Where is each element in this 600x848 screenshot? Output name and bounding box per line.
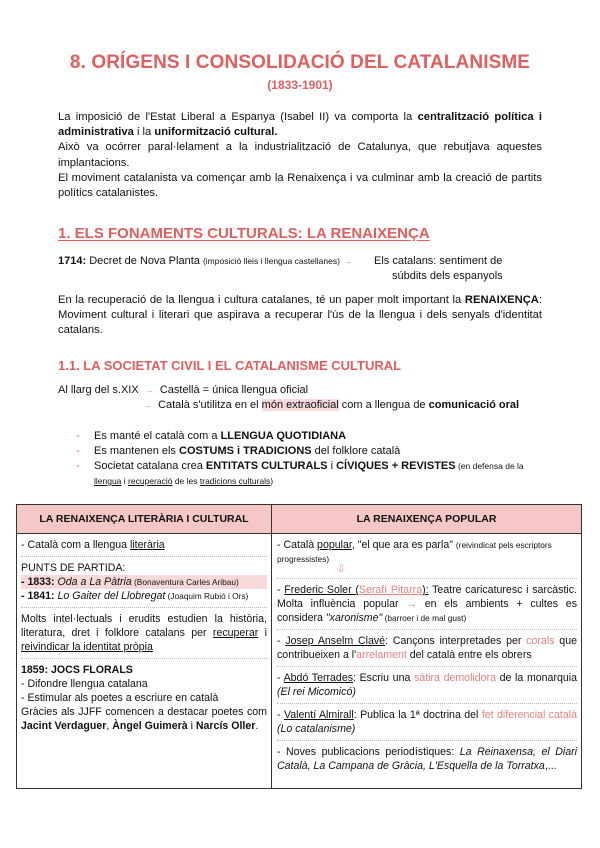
intro-paragraph-2: Això va ocórrer paral·lelament a la industrialització de Catalunya, que rebutjava aquestes implantacions.	[58, 141, 542, 169]
renaixenca-comparison-table	[16, 504, 582, 789]
arrow-icon: →	[143, 400, 152, 410]
list-item: PUNTS DE PARTIDA: - 1833: Oda a La Pàtria (Bonaventura Carles Aribau) - 1841: Lo Gaiter del Llobregat (Joaquim Rubió i Ors)	[21, 557, 267, 608]
renaixenca-paragraph: En la recuperació de la llengua i cultura catalanes, té un paper molt important la RENAIXENÇA: Moviment cultural i literari que aspirava a recuperar l'ús de la llengua i dels senyals d'identitat catalans.	[58, 294, 542, 337]
arrow-icon: →	[406, 598, 417, 610]
arrow-icon: →	[343, 256, 353, 266]
table-divider	[271, 505, 272, 788]
section-1-1-heading: 1.1. LA SOCIETAT CIVIL I EL CATALANISME CULTURAL	[58, 358, 402, 373]
list-item: - Josep Anselm Clavé: Cançons interpretades per corals que contribueixen a l'arrelament del català entre els obrers	[277, 630, 577, 667]
table-cell-popular	[277, 534, 577, 777]
list-item: Molts intel·lectuals i erudits estudien la història, literatura, dret i folklore catalans per recuperar i reivindicar la identitat pròpia	[21, 608, 267, 659]
page-subtitle-years: (1833-1901)	[267, 78, 333, 92]
page-title: 8. ORÍGENS I CONSOLIDACIÓ DEL CATALANISME	[69, 52, 531, 73]
catalans-sentiment: Els catalans: sentiment de súbdits dels espanyols	[374, 255, 503, 282]
intro-text	[58, 110, 542, 201]
intro-paragraph-3: El moviment catalanista va començar amb la Renaixença i va culminar amb la creació de partits polítics catalanistes.	[58, 171, 542, 200]
section-1-heading: 1. ELS FONAMENTS CULTURALS: LA RENAIXENÇA	[58, 225, 430, 242]
list-item: - Frederic Soler (Serafí Pitarra): Teatre caricaturesc i sarcàstic. Molta influència popular → en els ambients + cultes es considera "xaronisme" (barroer i de mal gust)	[277, 579, 577, 630]
list-item: - Català com a llengua literària	[21, 534, 267, 557]
list-item: - Valentí Almirall: Publica la 1ª doctrina del fet diferencial català (Lo catalanisme)	[277, 704, 577, 741]
arrow-icon: →	[144, 385, 154, 395]
list-item: - Es manté el català com a LLENGUA QUOTIDIANA	[76, 430, 347, 442]
list-item: - Català popular, "el que ara es parla" (reivindicat pels escriptors progressistes) ⇩	[277, 534, 577, 579]
list-item: 1859: JOCS FLORALS - Difondre llengua catalana - Estimular als poetes a escriure en català Gràcies als JJFF comencen a destacar poetes com Jacint Verdaguer, Àngel Guimerà i Narcís Oller.	[21, 664, 267, 732]
list-item: - Societat catalana crea ENTITATS CULTURALS i CÍVIQUES + REVISTES (en defensa de la llengua i recuperació de les tradicions culturals)	[76, 460, 524, 486]
table-header-literary: LA RENAIXENÇA LITERÀRIA I CULTURAL	[17, 505, 272, 534]
intro-paragraph-1: La imposició de l'Estat Liberal a Espanya (Isabel II) va comporta la centralització política i administrativa i la uniformització cultural.	[58, 111, 542, 139]
catalan-maintenance-list	[76, 429, 544, 489]
down-arrow-icon: ⇩	[337, 564, 346, 575]
list-item: - Noves publicacions periodístiques: La Reinaxensa, el Diari Català, La Campana de Gràcia, L'Esquella de la Torratxa,...	[277, 746, 577, 772]
decree-line: 1714: Decret de Nova Planta (imposició lleis i llengua castellanes) →	[58, 255, 353, 267]
xix-century-block: Al llarg del s.XIX → Castellà = única llengua oficial → Català s'utilitza en el món extraoficial com a llengua de comunicació oral	[58, 384, 520, 411]
table-cell-literary	[21, 534, 267, 737]
list-item: - Abdó Terrades: Escriu una sàtira demolidora de la monarquia (El rei Micomicó)	[277, 667, 577, 704]
table-header-popular: LA RENAIXENÇA POPULAR	[272, 505, 581, 534]
list-item: - Es mantenen els COSTUMS i TRADICIONS del folklore català	[76, 445, 401, 457]
